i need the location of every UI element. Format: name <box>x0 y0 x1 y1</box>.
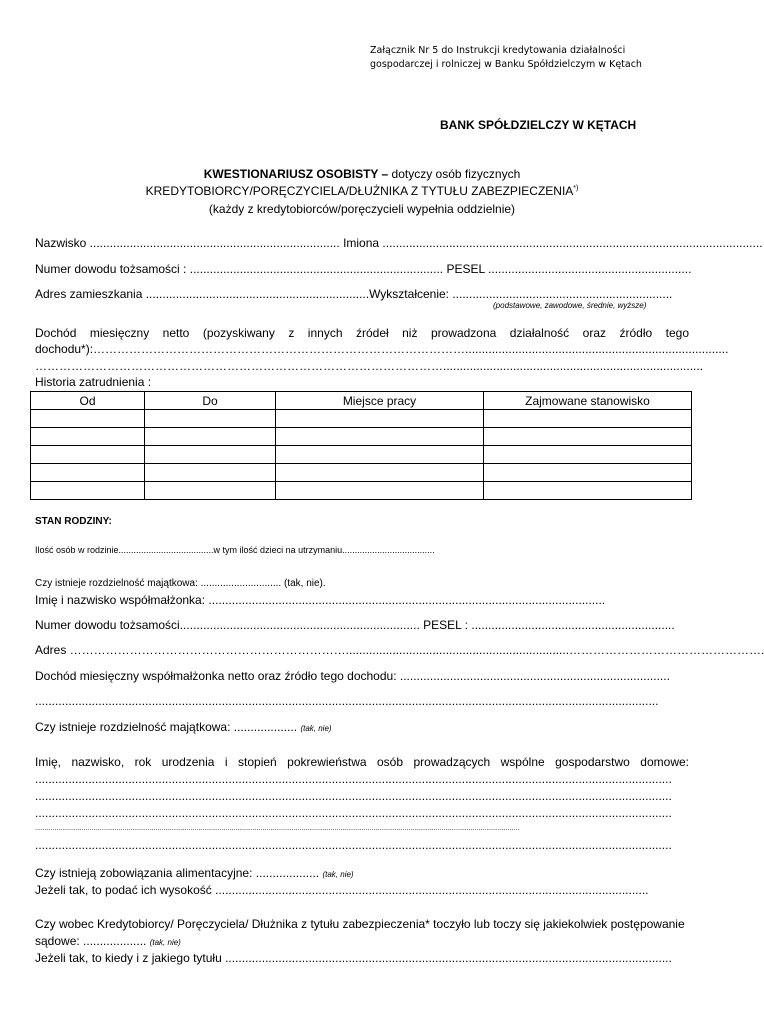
table-cell[interactable] <box>484 446 692 464</box>
table-row <box>31 464 692 482</box>
household-line-1[interactable]: ............................................................................................................................................................................................... <box>35 772 672 786</box>
table-cell[interactable] <box>31 464 145 482</box>
table-cell[interactable] <box>276 464 484 482</box>
col-stanowisko: Zajmowane stanowisko <box>484 392 692 410</box>
table-cell[interactable] <box>145 482 276 500</box>
annex-line-1: Załącznik Nr 5 do Instrukcji kredytowania działalności <box>370 45 626 56</box>
employment-history-label: Historia zatrudnienia : <box>35 375 152 389</box>
property-separation-field[interactable]: Czy istnieje rozdzielność majątkowa: ............................. (tak, nie). <box>35 578 326 589</box>
table-row <box>31 482 692 500</box>
property-separation-hint: (tak, nie) <box>300 724 332 733</box>
court-proceedings-hint: (tak, nie) <box>149 938 181 947</box>
table-cell[interactable] <box>31 428 145 446</box>
form-title <box>0 167 724 181</box>
income-label: Dochód miesięczny netto (pozyskiwany z innych źródeł niż prowadzona działalność oraz źródło tego <box>35 326 689 340</box>
form-title-bold: KWESTIONARIUSZ OSOBISTY – <box>203 167 389 181</box>
property-separation-field-2[interactable] <box>35 720 332 734</box>
table-cell[interactable] <box>145 446 276 464</box>
spouse-income-field-2[interactable]: ........................................................................................................................................................................................... <box>35 694 659 708</box>
surname-name-field[interactable]: Nazwisko ........................................................................... Imiona .................................................................................................................. <box>35 236 763 250</box>
household-members-label: Imię, nazwisko, rok urodzenia i stopień pokrewieństwa osób prowadzących wspólne gospodarstwo domowe: <box>35 755 689 769</box>
alimony-label: Czy istnieją zobowiązania alimentacyjne: ................... <box>35 866 320 880</box>
table-cell[interactable] <box>145 410 276 428</box>
household-line-3[interactable]: ............................................................................................................................................................................................... <box>35 806 672 820</box>
form-subtitle-text: KREDYTOBIORCY/PORĘCZYCIELA/DŁUŻNIKA Z TYTUŁU ZABEZPIECZENIA <box>145 184 574 198</box>
form-title-rest: dotyczy osób fizycznych <box>388 167 521 181</box>
income-field-2[interactable]: ………………………………………………………………………………………….............................................................................. <box>35 359 704 373</box>
family-size-field[interactable]: Ilość osób w rodzinie......................................w tym ilość dzieci na utrzymaniu..................................... <box>35 545 435 555</box>
table-row <box>31 428 692 446</box>
table-cell[interactable] <box>31 446 145 464</box>
spouse-income-field[interactable]: Dochód miesięczny współmałżonka netto oraz źródło tego dochodu: ................................................................................. <box>35 669 670 683</box>
court-proceedings-label: Czy wobec Kredytobiorcy/ Poręczyciela/ Dłużnika z tytułu zabezpieczenia* toczyło lub toczy się jakiekolwiek postępowanie <box>35 917 685 931</box>
form-instruction: (każdy z kredytobiorców/poręczycieli wypełnia oddzielnie) <box>208 202 516 216</box>
bank-name: BANK SPÓŁDZIELCZY W KĘTACH <box>440 118 637 132</box>
table-cell[interactable] <box>276 446 484 464</box>
property-separation-label: Czy istnieje rozdzielność majątkowa: ................... <box>35 720 298 734</box>
table-cell[interactable] <box>276 482 484 500</box>
education-hint: (podstawowe, zawodowe, średnie, wyższe) <box>493 301 647 310</box>
address-education-field[interactable]: Adres zamieszkania ...................................................................Wykształcenie: .................................................................. <box>35 287 673 301</box>
alimony-field[interactable] <box>35 866 354 880</box>
spouse-address-field[interactable]: Adres ……………………………………………………………...................................................................…………………………………………. <box>35 643 764 657</box>
table-cell[interactable] <box>31 482 145 500</box>
table-row <box>31 410 692 428</box>
alimony-amount-field[interactable]: Jeżeli tak, to podać ich wysokość .................................................................................................................................. <box>35 883 649 897</box>
table-row <box>31 446 692 464</box>
family-heading: STAN RODZINY: <box>35 516 112 527</box>
footnote-mark: *) <box>573 185 579 192</box>
col-do: Do <box>145 392 276 410</box>
table-cell[interactable] <box>484 428 692 446</box>
court-proceedings-details-field[interactable]: Jeżeli tak, to kiedy i z jakiego tytułu ...................................................................................................................................... <box>35 951 672 965</box>
table-header-row <box>31 392 692 410</box>
household-line-2[interactable]: ............................................................................................................................................................................................... <box>35 789 672 803</box>
table-cell[interactable] <box>484 410 692 428</box>
spouse-id-pesel-field[interactable]: Numer dowodu tożsamości........................................................................ PESEL : ............................................................. <box>35 618 675 632</box>
court-proceedings-answer: sądowe: ................... <box>35 934 147 948</box>
table-cell[interactable] <box>276 428 484 446</box>
id-pesel-field[interactable]: Numer dowodu tożsamości : ............................................................................ PESEL ............................................................. <box>35 262 692 276</box>
annex-line-2: gospodarczej i rolniczej w Banku Spółdzielczym w Kętach <box>370 59 642 70</box>
col-od: Od <box>31 392 145 410</box>
employment-history-table <box>30 391 692 500</box>
spouse-name-field[interactable]: Imię i nazwisko współmałżonka: ....................................................................................................................... <box>35 593 606 607</box>
table-cell[interactable] <box>484 482 692 500</box>
household-line-4[interactable]: ......................................................................................................................................................................................................................................................... <box>35 825 520 832</box>
form-subtitle <box>0 184 724 198</box>
income-field[interactable]: dochodu*):…………………………………………………………………………………............................................................................... <box>35 342 729 356</box>
alimony-hint: (tak, nie) <box>322 870 354 879</box>
table-cell[interactable] <box>31 410 145 428</box>
table-cell[interactable] <box>276 410 484 428</box>
table-cell[interactable] <box>145 428 276 446</box>
court-proceedings-field[interactable] <box>35 934 181 948</box>
household-line-5[interactable]: ............................................................................................................................................................................................... <box>35 838 672 852</box>
table-cell[interactable] <box>145 464 276 482</box>
col-miejsce-pracy: Miejsce pracy <box>276 392 484 410</box>
table-cell[interactable] <box>484 464 692 482</box>
